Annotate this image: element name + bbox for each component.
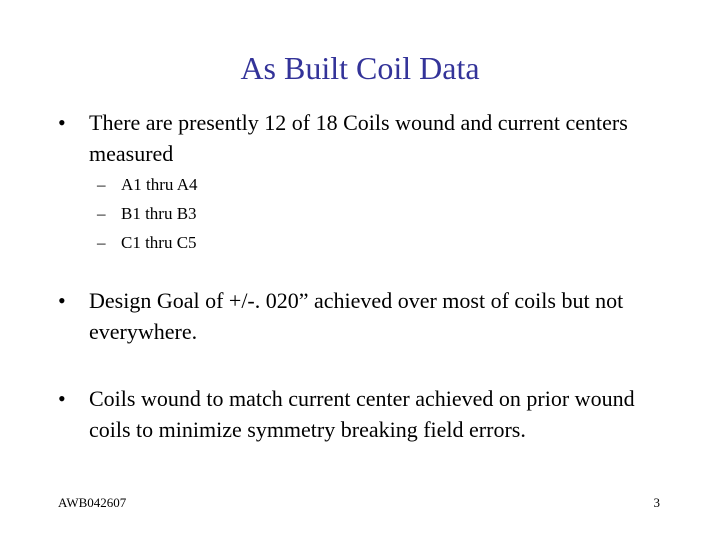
bullet-item-design-goal [58, 285, 658, 347]
bullet-item-coils-wound [58, 107, 658, 169]
dash-marker: – [97, 175, 106, 194]
sub-bullet-item [97, 199, 198, 228]
dash-marker: – [97, 233, 106, 252]
sub-bullet-text: C1 thru C5 [121, 233, 197, 252]
slide-title: As Built Coil Data [240, 50, 480, 86]
slide-number: 3 [653, 495, 660, 510]
sub-bullet-text: A1 thru A4 [121, 175, 198, 194]
bullet-item-coils-match [58, 383, 658, 445]
sub-bullet-text: B1 thru B3 [121, 204, 197, 223]
footer-author-code: AWB042607 [58, 495, 127, 510]
bullet-marker: • [58, 288, 66, 313]
sub-bullet-list [97, 170, 198, 257]
bullet-marker: • [58, 386, 66, 411]
dash-marker: – [97, 204, 106, 223]
sub-bullet-item [97, 170, 198, 199]
sub-bullet-item [97, 228, 198, 257]
bullet-text: Coils wound to match current center achieved on prior wound coils to minimize symmetry breaking field errors. [89, 386, 635, 442]
bullet-text: Design Goal of +/-. 020” achieved over most of coils but not everywhere. [89, 288, 624, 344]
bullet-text: There are presently 12 of 18 Coils wound and current centers measured [89, 110, 628, 166]
bullet-marker: • [58, 110, 66, 135]
